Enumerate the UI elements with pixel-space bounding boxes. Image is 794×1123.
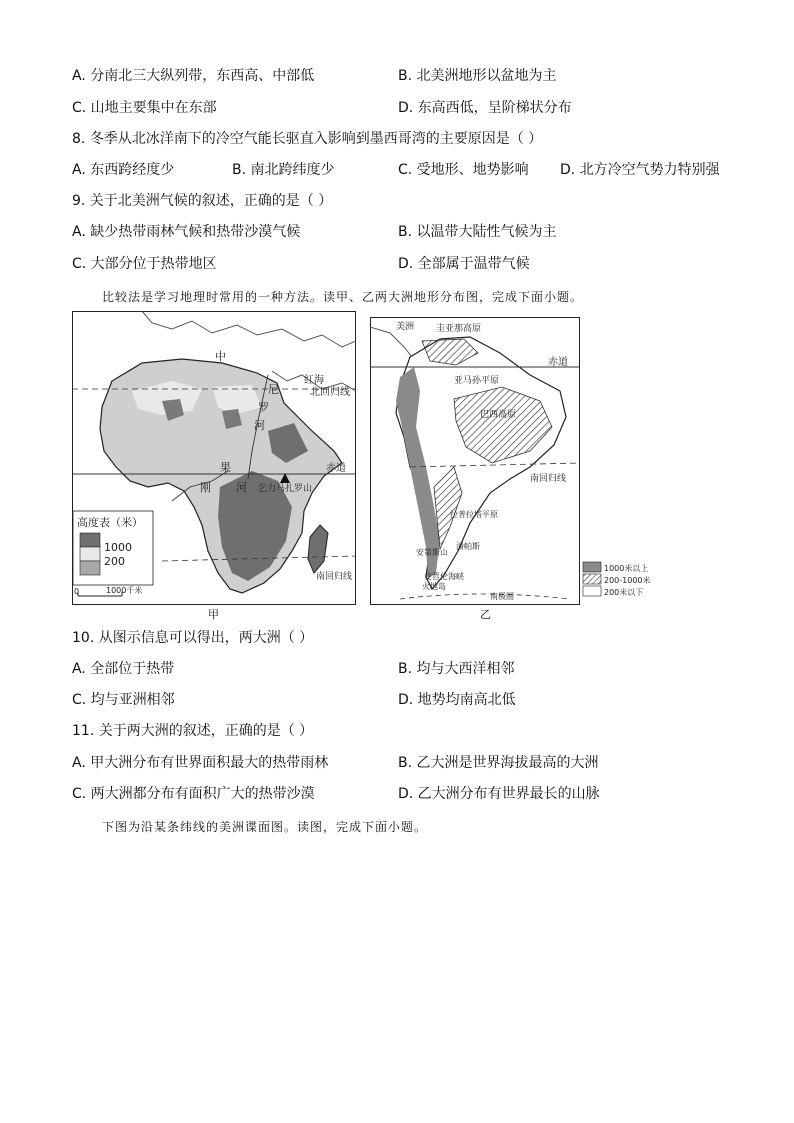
label-brazil: 巴西高原: [480, 410, 517, 420]
q9-option-a: A. 缺少热带雨林气候和热带沙漠气候: [72, 224, 301, 240]
map-jia-africa: [72, 311, 356, 605]
q7-option-b: B. 北美洲地形以盆地为主: [398, 68, 557, 84]
label-equator-jia: 赤道: [326, 463, 346, 474]
caption-jia: 甲: [208, 608, 219, 621]
legend-title-jia: 高度表（米）: [77, 516, 143, 529]
maps-intro-text: 比较法是学习地理时常用的一种方法。读甲、乙两大洲地形分布图，完成下面小题。: [102, 290, 584, 304]
legend-1000-jia: 1000: [104, 541, 132, 554]
label-kilimanjaro: 乞力马扎罗山: [258, 484, 313, 494]
label-antarctic-circle: 南极圈: [490, 592, 514, 601]
q7-option-c: C. 山地主要集中在东部: [72, 100, 217, 116]
label-pampa: 潘帕斯: [456, 542, 480, 551]
label-he: 河: [254, 419, 265, 432]
label-gang: 刚: [200, 481, 211, 494]
q10-option-b: B. 均与大西洋相邻: [398, 661, 515, 677]
q8-option-d: D. 北方冷空气势力特别强: [560, 162, 720, 178]
q11-stem: 11. 关于两大洲的叙述，正确的是（ ）: [72, 723, 314, 739]
label-north-tropic: 北回归线: [310, 387, 350, 398]
q9-stem: 9. 关于北美洲气候的叙述，正确的是（ ）: [72, 193, 333, 209]
label-fuego: 火地岛: [422, 582, 446, 591]
q11-option-b: B. 乙大洲是世界海拔最高的大洲: [398, 755, 599, 771]
label-amazon: 亚马孙平原: [454, 376, 500, 386]
q8-option-c: C. 受地形、地势影响: [398, 162, 529, 178]
q10-stem: 10. 从图示信息可以得出，两大洲（ ）: [72, 630, 314, 646]
legend-yi-c: 200米以下: [604, 588, 644, 597]
label-plata: 拉普拉塔平原: [450, 510, 498, 519]
scale-1000-jia: 1000千米: [106, 586, 143, 595]
q9-option-b: B. 以温带大陆性气候为主: [398, 224, 557, 240]
legend-yi-a: 1000米以上: [604, 564, 649, 573]
q9-option-d: D. 全部属于温带气候: [398, 256, 530, 272]
legend-yi: [582, 560, 664, 602]
q8-option-a: A. 东西跨经度少: [72, 162, 175, 178]
label-red-sea: 红海: [304, 375, 324, 386]
label-guiana: 圭亚那高原: [436, 324, 482, 334]
q7-option-a: A. 分南北三大纵列带，东西高、中部低: [72, 68, 315, 84]
label-south-tropic-yi: 南回归线: [530, 474, 567, 484]
label-ni: 尼: [268, 383, 279, 396]
label-equator-yi: 赤道: [548, 357, 568, 368]
q8-stem: 8. 冬季从北冰洋南下的冷空气能长驱直入影响到墨西哥湾的主要原因是（ ）: [72, 131, 543, 147]
q10-option-c: C. 均与亚洲相邻: [72, 692, 175, 708]
scale-zero-jia: 0: [74, 587, 80, 596]
label-guo: 果: [220, 461, 231, 474]
q8-option-b: B. 南北跨纬度少: [232, 162, 335, 178]
q10-option-d: D. 地势均南高北低: [398, 692, 516, 708]
label-he2: 河: [236, 481, 247, 494]
q11-option-d: D. 乙大洲分布有世界最长的山脉: [398, 786, 600, 802]
legend-yi-b: 200-1000米: [604, 576, 651, 585]
q9-option-c: C. 大部分位于热带地区: [72, 256, 217, 272]
label-meizhou: 美洲: [396, 322, 415, 332]
q11-option-a: A. 甲大洲分布有世界面积最大的热带雨林: [72, 755, 329, 771]
legend-200-jia: 200: [104, 555, 125, 568]
section-intro-text: 下图为沿某条纬线的美洲谍面图。读图，完成下面小题。: [102, 820, 428, 834]
label-zhong: 中: [215, 350, 226, 363]
label-andes: 安第斯山: [416, 548, 448, 557]
label-magellan: 麦哲伦海峡: [424, 572, 464, 581]
label-luo: 罗: [258, 401, 269, 414]
q7-option-d: D. 东高西低，呈阶梯状分布: [398, 100, 572, 116]
map-yi-south-america: [370, 317, 580, 605]
q10-option-a: A. 全部位于热带: [72, 661, 175, 677]
caption-yi: 乙: [480, 608, 491, 621]
label-south-tropic-jia: 南回归线: [316, 572, 353, 582]
q11-option-c: C. 两大洲都分布有面积广大的热带沙漠: [72, 786, 315, 802]
